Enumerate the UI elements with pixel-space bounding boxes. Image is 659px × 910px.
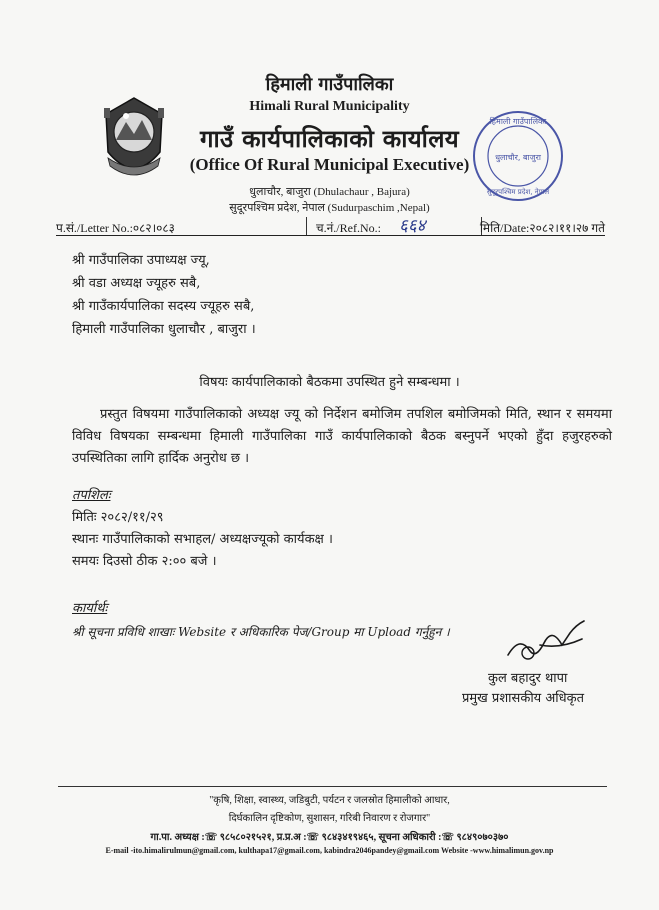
footer-contacts: गा.पा. अध्यक्ष :☏ ९८५८०२१५२१, प्र.प्र.अ :☏ ९८४३४१९४६५, सूचना अधिकारी :☏ ९८४९०७०३७० [150,832,509,843]
office-name-english: (Office Of Rural Municipal Executive) [189,155,470,174]
address-line-2: सुदूरपश्चिम प्रदेश, नेपाल (Sudurpaschim ,Nepal) [229,202,430,214]
signatory-title: प्रमुख प्रशासकीय अधिकृत [462,691,585,706]
stamp-text-mid: धुलाचौर, बाजुरा [495,153,541,162]
address-line-1: धुलाचौर, बाजुरा (Dhulachaur , Bajura) [249,186,410,198]
ref-number-value: ६६४ [399,216,426,235]
ref-divider [306,217,307,235]
meeting-date: मितिः २०८२/११/२९ [72,510,164,525]
ref-number-label: च.नं./Ref.No.: [316,221,381,235]
subject-line: विषयः कार्यपालिकाको बैठकमा उपस्थित हुने सम्बन्धमा । [199,375,460,390]
signature [500,615,590,663]
stamp-text-bottom: सुदूरपश्चिम प्रदेश, नेपाल [486,188,550,196]
municipality-name-nepali: हिमाली गाउँपालिका [265,74,394,95]
recipient-line: हिमाली गाउँपालिका धुलाचौर , बाजुरा । [72,322,256,337]
footer-emails: E-mail -ito.himalirulmun@gmail.com, kulthapa17@gmail.com, kabindra2046pandey@gmail.com Website -www.himalimun.gov.np [105,846,554,855]
municipality-name-english: Himali Rural Municipality [249,99,410,114]
letter-number: प.सं./Letter No.:०८२।०८३ [56,221,175,235]
details-label: तपशिलः [72,488,111,503]
footer-divider [58,786,607,787]
office-name-nepali: गाउँ कार्यपालिकाको कार्यालय [200,124,459,153]
footer-motto-line-2: दिर्घकालिन दृष्टिकोण, सुशासन, गरिबी निवारण र रोजगार" [228,813,431,824]
recipient-line: श्री गाउँपालिका उपाध्यक्ष ज्यू, [72,253,210,268]
recipient-line: श्री वडा अध्यक्ष ज्यूहरु सबै, [72,276,201,291]
meeting-place: स्थानः गाउँपालिकाको सभाहल/ अध्यक्षज्यूको कार्यकक्ष । [72,532,333,547]
office-stamp [470,108,566,204]
body-paragraph: प्रस्तुत विषयमा गाउँपालिकाको अध्यक्ष ज्यू को निर्देशन बमोजिम तपशिल बमोजिमको मिति, स्थान र समयमा विविध विषयका सम्बन्धमा हिमाली गाउँपालिका गाउँ कार्यपालिकाको बैठक बस्नुपर्ने भएको हुँदा हजुरहरुको उपस्थितिका लागि हार्दिक अनुरोध छ । [72,407,612,466]
reference-row [56,217,605,236]
meeting-time: समयः दिउसो ठीक २:०० बजे । [72,554,217,569]
footer-motto-line-1: "कृषि, शिक्षा, स्वास्थ्य, जडिबुटी, पर्यटन र जलस्रोत हिमालीको आधार, [209,795,450,806]
stamp-text-top: हिमाली गाउँपालिका [489,117,547,126]
action-label: कार्यार्थः [72,601,108,616]
action-text: श्री सूचना प्रविधि शाखाः Website र अधिकारिक पेज/Group मा Upload गर्नुहुन । [72,625,450,639]
letter-date: मिति/Date:२०८२।११।२७ गते [479,221,605,235]
signatory-name: कुल बहादुर थापा [488,671,568,686]
recipient-line: श्री गाउँकार्यपालिका सदस्य ज्यूहरु सबै, [72,299,255,314]
